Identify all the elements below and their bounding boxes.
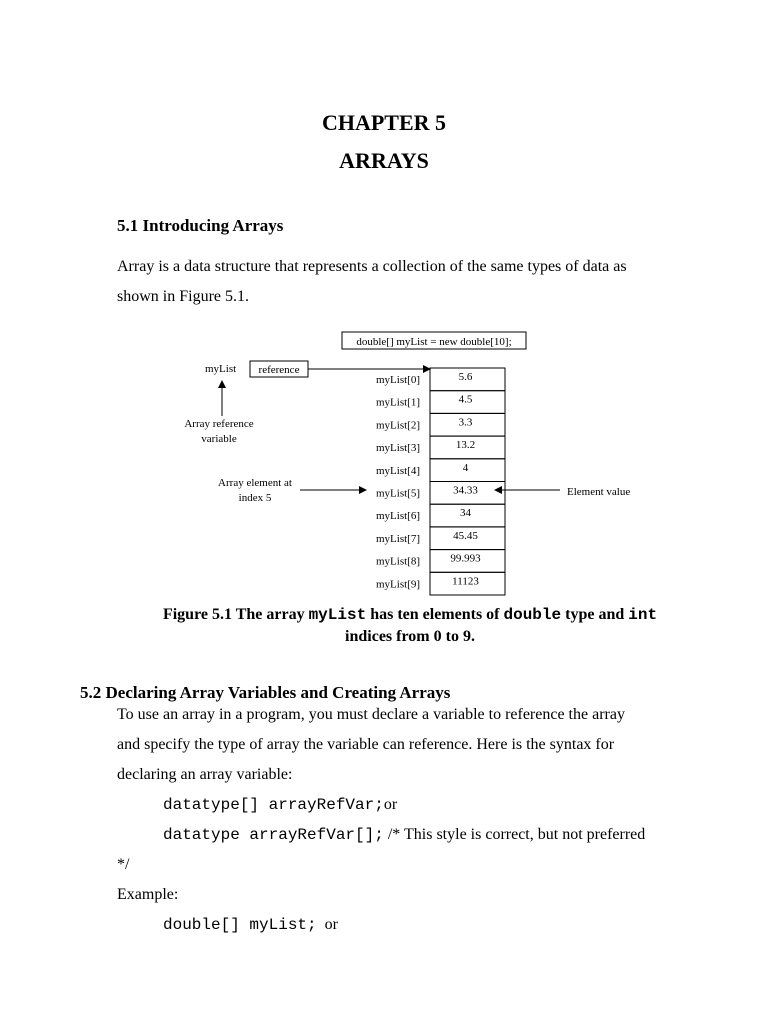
ref-label-line-2: variable — [201, 433, 237, 445]
array-index-label: myList[8] — [376, 555, 420, 568]
array-index-label: myList[7] — [376, 532, 420, 545]
array-cell-value: 4 — [462, 461, 469, 474]
array-cell-value: 34 — [460, 507, 471, 520]
figure-caption — [100, 604, 720, 648]
array-index-label: myList[4] — [376, 464, 420, 477]
array-index-label: myList[2] — [376, 419, 420, 432]
value-label: Element value — [567, 486, 631, 498]
example-code: double[] myList; or — [163, 916, 338, 934]
ref-label-line-1: Array reference — [184, 418, 254, 430]
chapter-number: CHAPTER 5 — [321, 110, 447, 135]
declaration-text: double[] myList = new double[10]; — [356, 336, 512, 348]
array-index-label: myList[5] — [376, 487, 420, 500]
declaring-line-1: To use an array in a program, you must declare a variable to reference the array — [117, 706, 625, 723]
element-label-line-2: index 5 — [238, 492, 272, 504]
syntax-line-1: datatype[] arrayRefVar;or — [163, 796, 398, 814]
section-heading-5-1: 5.1 Introducing Arrays — [117, 216, 284, 235]
section-heading-5-2: 5.2 Declaring Array Variables and Creating Arrays — [80, 683, 451, 702]
declaring-line-3: declaring an array variable: — [117, 766, 293, 783]
syntax-line-2: datatype arrayRefVar[]; /* This style is correct, but not preferred — [163, 826, 646, 844]
intro-line-2: shown in Figure 5.1. — [117, 288, 249, 305]
caption-line-1: Figure 5.1 The array myList has ten elements of double type and int — [162, 606, 658, 624]
array-cell-value: 13.2 — [455, 439, 476, 452]
array-cells — [430, 368, 505, 595]
chapter-title: ARRAYS — [339, 148, 429, 173]
caption-line-2: indices from 0 to 9. — [345, 628, 475, 645]
intro-line-1: Array is a data structure that represents a collection of the same types of data as — [117, 258, 627, 275]
array-index-label: myList[0] — [376, 374, 420, 386]
array-index-label: myList[1] — [376, 396, 420, 409]
declaring-paragraph — [117, 700, 705, 940]
variable-name: myList — [205, 363, 237, 375]
array-cell-value: 4.5 — [458, 393, 473, 406]
array-cell-value: 11123 — [452, 575, 479, 588]
reference-text: reference — [258, 364, 300, 376]
array-cell-value: 45.45 — [453, 529, 478, 542]
array-cell-value: 34.33 — [453, 484, 478, 497]
array-index-label: myList[6] — [376, 510, 420, 523]
array-cell-value: 3.3 — [458, 416, 473, 429]
syntax-line-2-cont: */ — [117, 856, 130, 873]
declaring-line-2: and specify the type of array the variable can reference. Here is the syntax for — [117, 736, 615, 753]
array-indices — [376, 374, 420, 590]
array-index-label: myList[9] — [376, 578, 420, 591]
example-label: Example: — [117, 886, 179, 903]
array-cell-value: 99.993 — [450, 552, 481, 565]
array-index-label: myList[3] — [376, 442, 420, 455]
element-label-line-1: Array element at — [218, 477, 292, 489]
array-cell-value: 5.6 — [458, 371, 473, 383]
